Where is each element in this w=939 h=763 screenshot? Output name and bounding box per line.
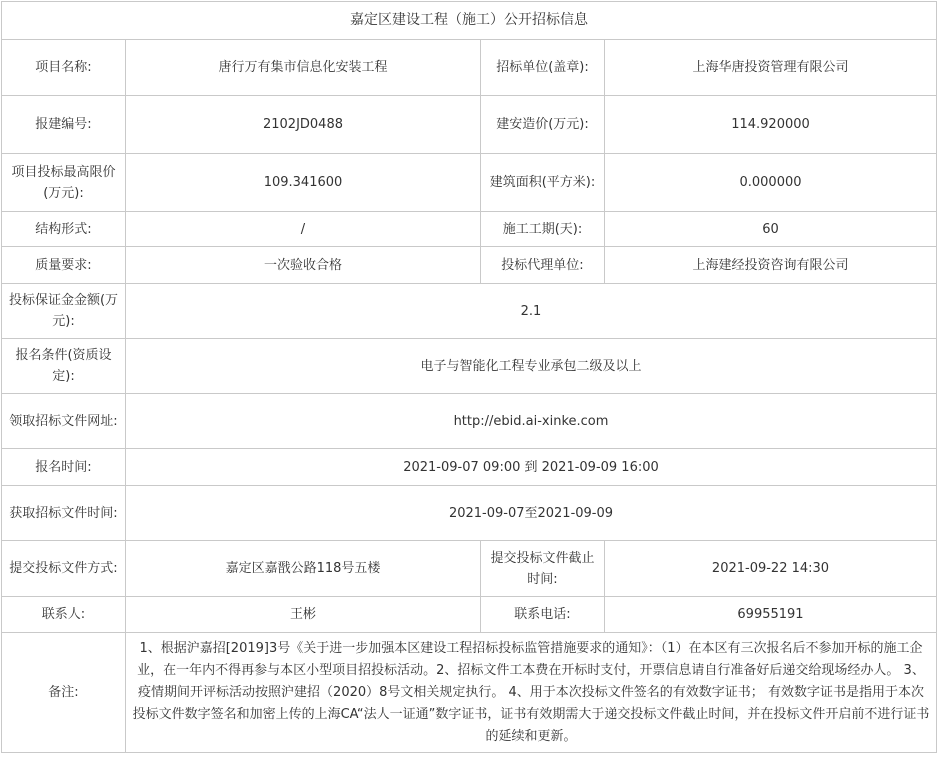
deposit-value: 2.1 [126,284,937,339]
area-value: 0.000000 [605,154,937,212]
tenderer-value: 上海华唐投资管理有限公司 [605,40,937,96]
quality-label: 质量要求: [2,247,126,284]
table-row [2,597,937,633]
build-cost-value: 114.920000 [605,96,937,154]
duration-label: 施工工期(天): [481,212,605,247]
table-row [2,394,937,449]
doc-time-value: 2021-09-07至2021-09-09 [126,486,937,541]
structure-label: 结构形式: [2,212,126,247]
agent-value: 上海建经投资咨询有限公司 [605,247,937,284]
table-row [2,486,937,541]
signup-time-value: 2021-09-07 09:00 到 2021-09-09 16:00 [126,449,937,486]
signup-time-label: 报名时间: [2,449,126,486]
phone-value: 69955191 [605,597,937,633]
project-name-value: 唐行万有集市信息化安装工程 [126,40,481,96]
table-row [2,212,937,247]
project-name-label: 项目名称: [2,40,126,96]
structure-value: / [126,212,481,247]
qualification-value: 电子与智能化工程专业承包二级及以上 [126,339,937,394]
title-row [2,2,937,40]
submit-method-label: 提交投标文件方式: [2,541,126,597]
table-row [2,247,937,284]
qualification-label: 报名条件(资质设定): [2,339,126,394]
area-label: 建筑面积(平方米): [481,154,605,212]
max-price-label: 项目投标最高限价(万元): [2,154,126,212]
table-row [2,449,937,486]
tenderer-label: 招标单位(盖章): [481,40,605,96]
remarks-value: 1、根据沪嘉招[2019]3号《关于进一步加强本区建设工程招标投标监管措施要求的通知》：（1）在本区有三次报名后不参加开标的施工企业，在一年内不得再参与本区小型项目招投标活动。2、招标文件工本费在开标时支付，开票信息请自行准备好后递交给现场经办人。 3、疫情期间开评标活动按照沪建招（2020）8号文相关规定执行。 4、用于本次投标文件签名的有效数字证书； 有效数字证书是指用于本次投标文件数字签名和加密上传的上海CA“法人一证通”数字证书，证书有效期需大于递交投标文件截止时间，并在投标文件开启前不进行证书的延续和更新。 [126,633,937,753]
table-row [2,339,937,394]
report-no-label: 报建编号: [2,96,126,154]
table-row [2,154,937,212]
doc-url-label: 领取招标文件网址: [2,394,126,449]
table-row [2,96,937,154]
agent-label: 投标代理单位: [481,247,605,284]
phone-label: 联系电话: [481,597,605,633]
contact-value: 王彬 [126,597,481,633]
deposit-label: 投标保证金金额(万元): [2,284,126,339]
build-cost-label: 建安造价(万元): [481,96,605,154]
deadline-label: 提交投标文件截止时间: [481,541,605,597]
deadline-value: 2021-09-22 14:30 [605,541,937,597]
doc-url-link[interactable]: http://ebid.ai-xinke.com [126,394,937,449]
table-row [2,541,937,597]
table-row [2,40,937,96]
report-no-value: 2102JD0488 [126,96,481,154]
remarks-label: 备注: [2,633,126,753]
quality-value: 一次验收合格 [126,247,481,284]
table-row [2,284,937,339]
tender-info-table [1,1,937,753]
submit-method-value: 嘉定区嘉戬公路118号五楼 [126,541,481,597]
doc-time-label: 获取招标文件时间: [2,486,126,541]
page-title: 嘉定区建设工程（施工）公开招标信息 [2,2,937,40]
contact-label: 联系人: [2,597,126,633]
table-row [2,633,937,753]
duration-value: 60 [605,212,937,247]
max-price-value: 109.341600 [126,154,481,212]
